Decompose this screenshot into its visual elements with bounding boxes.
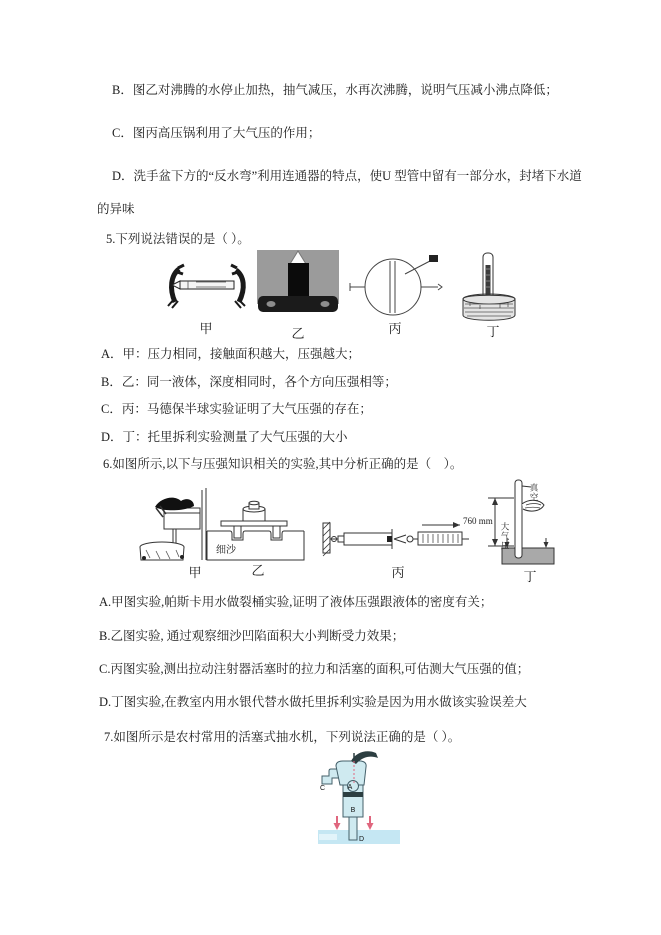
q6-fig-label-ding: 丁 bbox=[523, 569, 537, 584]
q7-figure-piston-pump-icon bbox=[318, 750, 400, 848]
q4-option-d: D．洗手盆下方的“反水弯”利用连通器的特点，使U 型管中留有一部分水，封堵下水道 bbox=[112, 169, 582, 183]
syringe-barrel bbox=[344, 533, 392, 545]
q5-option-b: B．乙：同一液体，深度相同时，各个方向压强相等； bbox=[101, 375, 397, 389]
pump-label-A: A bbox=[347, 784, 353, 791]
sand-label: 细沙 bbox=[216, 545, 236, 556]
q5-figure-jia-pencil-between-fingers-icon bbox=[166, 262, 250, 310]
q5-fig-label-ding: 丁 bbox=[486, 324, 500, 339]
suction-pipe bbox=[349, 814, 357, 840]
q6-figure-yi-table-on-sand-icon bbox=[203, 500, 309, 564]
right-pull-handle bbox=[421, 284, 442, 290]
q7-stem: 7.如图所示是农村常用的活塞式抽水机，下列说法正确的是（ ）。 bbox=[104, 730, 461, 744]
hemisphere-annotation bbox=[429, 255, 438, 262]
bottle-body bbox=[288, 263, 309, 301]
q6-fig-label-bing: 丙 bbox=[391, 565, 405, 580]
pump-label-D: D bbox=[359, 836, 365, 843]
left-pull-handle bbox=[350, 283, 365, 291]
pump-label-B: B bbox=[350, 807, 356, 814]
q6-option-c: C.丙图实验,测出拉动注射器活塞时的拉力和活塞的面积,可估测大气压强的值； bbox=[99, 662, 530, 676]
q5-option-a: A．甲：压力相同，接触面积越大，压强越大； bbox=[101, 347, 361, 361]
plunger-end bbox=[387, 536, 392, 542]
hemispheres-sphere bbox=[365, 259, 421, 315]
q5-stem: 5.下列说法错误的是（ ）。 bbox=[106, 232, 250, 246]
height-760mm-label: 760 mm bbox=[463, 516, 493, 526]
q5-option-c: C．丙：马德保半球实验证明了大气压强的存在； bbox=[101, 402, 372, 416]
small-table-top bbox=[221, 521, 287, 526]
q4-option-b: B．图乙对沸腾的水停止加热，抽气减压，水再次沸腾，说明气压减小沸点降低； bbox=[112, 83, 558, 97]
link-ring bbox=[407, 536, 413, 542]
barometer-tube bbox=[515, 480, 522, 558]
atmospheric-pressure-label: 大气压 bbox=[500, 522, 510, 551]
spring-scale bbox=[418, 532, 462, 545]
q6-fig-label-yi: 乙 bbox=[251, 563, 265, 578]
link-cone bbox=[394, 535, 406, 543]
q5-fig-label-jia: 甲 bbox=[199, 321, 213, 336]
q6-figure-bing-syringe-spring-scale-icon bbox=[320, 518, 470, 560]
syringe-nozzle bbox=[338, 536, 344, 542]
right-finger bbox=[236, 270, 243, 302]
q5-option-d: D．丁：托里拆利实验测量了大气压强的大小 bbox=[101, 430, 348, 444]
q5-fig-label-yi: 乙 bbox=[291, 326, 305, 341]
q6-option-d: D.丁图实验,在教室内用水银代替水做托里拆利实验是因为用水做该实验误差大 bbox=[99, 695, 527, 709]
top-container bbox=[164, 508, 200, 529]
q6-figure-jia-pascal-barrel-icon bbox=[136, 486, 212, 570]
table-leg-left bbox=[234, 526, 241, 538]
q6-stem: 6.如图所示,以下与压强知识相关的实验,其中分析正确的是（ ）。 bbox=[103, 457, 463, 471]
q5-figure-yi-bottle-photo bbox=[257, 250, 339, 320]
q6-option-a: A.甲图实验,帕斯卡用水做裂桶实验,证明了液体压强跟液体的密度有关； bbox=[99, 595, 493, 609]
table-leg-right bbox=[273, 526, 280, 538]
pump-label-C: C bbox=[320, 785, 326, 792]
q5-figure-bing-magdeburg-hemispheres-icon bbox=[349, 249, 443, 325]
q5-fig-label-bing: 丙 bbox=[388, 321, 402, 336]
q6-fig-label-jia: 甲 bbox=[188, 565, 202, 580]
vacuum-label: 真空 bbox=[529, 483, 539, 502]
q4-option-c: C．图丙高压锅利用了大气压的作用； bbox=[112, 126, 321, 140]
q6-option-b: B.乙图实验, 通过观察细沙凹陷面积大小判断受力效果； bbox=[99, 629, 405, 643]
piston-seal bbox=[343, 792, 363, 797]
sand-surface bbox=[207, 531, 304, 540]
q4-option-d-continuation: 的异味 bbox=[97, 202, 135, 216]
